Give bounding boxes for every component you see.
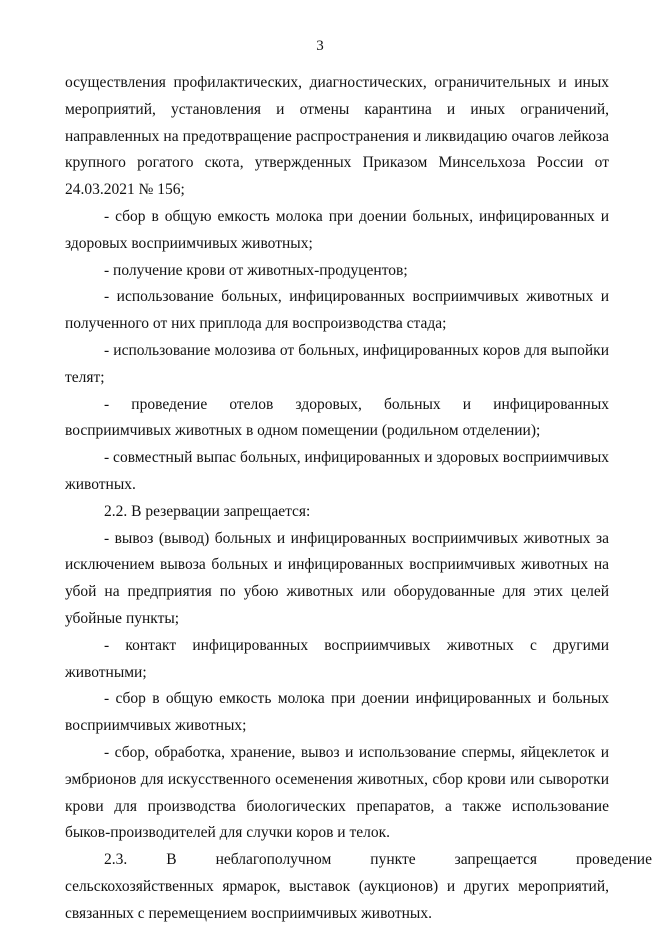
p23-word: проведение bbox=[576, 851, 652, 869]
p23-word: запрещается bbox=[454, 851, 538, 869]
p23-word: В bbox=[166, 851, 177, 869]
paragraph-2-3-first-line bbox=[65, 847, 652, 874]
list-item-grazing: - совместный выпас больных, инфицированных и здоровых восприимчивых животных. bbox=[65, 449, 609, 493]
section-heading-2-2: 2.2. В резервации запрещается: bbox=[104, 502, 311, 520]
p23-word: неблагополучном bbox=[215, 851, 332, 869]
list-item-milk-infected: - сбор в общую емкость молока при доении инфицированных и больных восприимчивых животных; bbox=[65, 690, 609, 735]
list-item-blood-donors: - получение крови от животных-продуцентов; bbox=[104, 261, 408, 279]
list-item-breeding-use: - использование больных, инфицированных восприимчивых животных и полученного от них приплода для воспроизводства стада; bbox=[65, 288, 609, 333]
p23-word: пункте bbox=[370, 851, 416, 869]
list-item-contact: - контакт инфицированных восприимчивых животных с другими животными; bbox=[65, 636, 609, 681]
document-body bbox=[65, 70, 652, 928]
list-item-reproduction-material: - сбор, обработка, хранение, вывоз и использование спермы, яйцеклеток и эмбрионов для искусственного осеменения животных, сбор крови или сыворотки крови для производства биологических препаратов, а также использование быков-производителей для случки коров и телок. bbox=[65, 743, 609, 842]
paragraph-2-3-rest: сельскохозяйственных ярмарок, выставок (аукционов) и других мероприятий, связанных с перемещением восприимчивых животных. bbox=[65, 877, 609, 922]
page-number: 3 bbox=[316, 38, 324, 54]
list-item-removal: - вывоз (вывод) больных и инфицированных восприимчивых животных за исключением вывоза больных и инфицированных восприимчивых животных на убой на предприятия по убою животных или оборудованные для этих целей убойные пункты; bbox=[65, 529, 609, 627]
list-item-milk-collection: - сбор в общую емкость молока при доении больных, инфицированных и здоровых восприимчивых животных; bbox=[65, 207, 609, 252]
paragraph-2-3 bbox=[65, 847, 652, 927]
paragraph-continuation: осуществления профилактических, диагностических, ограничительных и иных мероприятий, установления и отмены карантина и иных ограничений, направленных на предотвращение распространения и ликвидацию очагов лейкоза крупного рогатого скота, утвержденных Приказом Минсельхоза России от 24.03.2021 № 156; bbox=[65, 74, 609, 199]
p23-word: 2.3. bbox=[104, 851, 128, 869]
list-item-calving: - проведение отелов здоровых, больных и инфицированных восприимчивых животных в одном помещении (родильном отделении); bbox=[65, 395, 609, 440]
list-item-colostrum: - использование молозива от больных, инфицированных коров для выпойки телят; bbox=[65, 341, 609, 386]
